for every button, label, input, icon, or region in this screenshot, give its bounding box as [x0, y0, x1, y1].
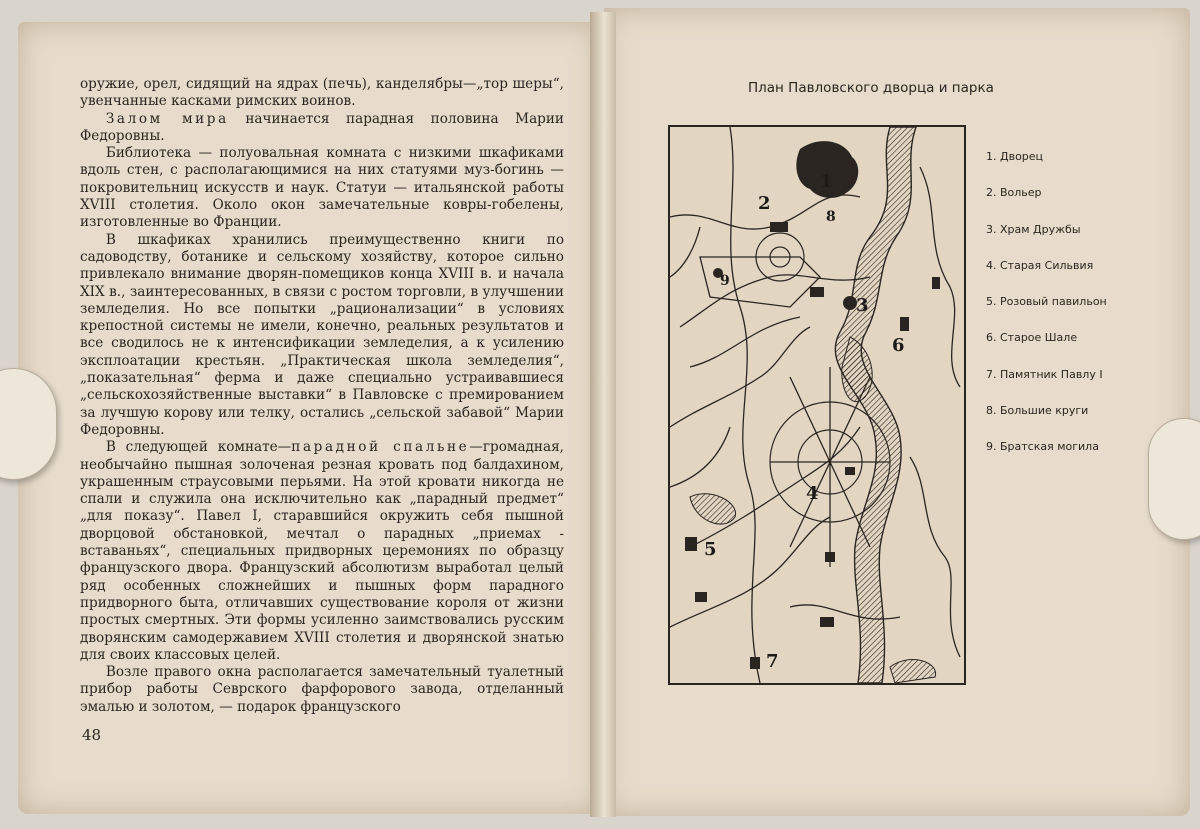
park-map-drawing — [670, 127, 964, 683]
paragraph-text: начинается парадная половина Марии Федоровны. — [80, 110, 564, 144]
map-legend — [986, 150, 1146, 477]
left-page-text — [80, 76, 564, 716]
map-label-6: 6 — [892, 335, 905, 356]
legend-item: 9. Братская могила — [986, 440, 1099, 454]
legend-item: 2. Вольер — [986, 186, 1042, 200]
map-label-8: 8 — [826, 209, 836, 225]
page-number: 48 — [82, 726, 102, 744]
paragraph: В шкафиках хранились преимущественно книги по садоводству, ботанике и сельскому хозяйству, которое сильно привлекало внимание дворян-помещиков конца XVIII в. и начала XIX в., заинтересованных, в связи с ростом торговли, в улучшении земледелия. Но все попытки „рационализации“ в условиях крепостной системы не имели, конечно, реальных результатов и все сводилось не к интенсификации земледелия, а к усилению эксплоатации крестьян. „Практическая школа земледелия“, „показательная“ ферма и даже специально устраивавшиеся „сельскохозяйственные выставки“ в Павловске с премированием за лучшую корову или телку, остались „сельской забавой“ Марии Федоровны. — [80, 231, 564, 438]
park-map — [668, 125, 966, 685]
paragraph-text: В следующей комнате— — [105, 439, 292, 456]
paragraph — [80, 111, 564, 146]
legend-item: 7. Памятник Павлу I — [986, 367, 1103, 381]
legend-item: 1. Дворец — [986, 150, 1044, 163]
map-title: План Павловского дворца и парка — [748, 80, 994, 96]
map-label-4: 4 — [806, 483, 819, 504]
legend-item: 6. Старое Шале — [986, 331, 1078, 345]
map-label-2: 2 — [758, 193, 771, 214]
legend-item: 8. Большие круги — [986, 404, 1089, 418]
emphasis-text: Залом мира — [105, 110, 229, 127]
paragraph: Библиотека — полуовальная комната с низкими шкафиками вдоль стен, с располагающимися на них статуями муз-богинь — покровительниц искусств и наук. Статуи — итальянской работы XVIII столетия. Около окон замечательные ковры-гобелены, изготовленные во Франции. — [80, 145, 564, 231]
paragraph — [80, 439, 564, 664]
map-paths — [670, 127, 960, 683]
map-label-1: 1 — [820, 171, 833, 192]
map-label-3: 3 — [856, 295, 869, 316]
book-clip-right — [1148, 418, 1200, 540]
map-label-9: 9 — [720, 273, 730, 289]
map-label-7: 7 — [766, 651, 779, 672]
emphasis-text: парадной спальне — [291, 439, 470, 456]
book-spine — [590, 12, 616, 817]
map-label-5: 5 — [704, 539, 717, 560]
paragraph-text: —громадная, необычайно пышная золоченая резная кровать под балдахином, украшенным страусовыми перьями. На этой кровати никогда не спали и служила она исключительно как „парадный предмет“ „для показу“. Павел I, старавшийся окружить себя пышной дворцовой обстановкой, мечтал о парадных „приемах - вставаньях“, специальных придворных церемониях по образцу французского двора. Французский абсолютизм выработал целый ряд особенных сложнейших и пышных форм парадного придворного быта, отличавших существование короля от жизни простых смертных. Эти формы усиленно заимствовались русским дворянским самодержавием XVIII столетия и дворянской знатью для своих классовых целей. — [80, 439, 564, 663]
paragraph: оружие, орел, сидящий на ядрах (печь), канделябры—„тор шеры“, увенчанные касками римских воинов. — [80, 76, 564, 110]
legend-item: 4. Старая Сильвия — [986, 258, 1094, 272]
legend-item: 5. Розовый павильон — [986, 295, 1107, 309]
paragraph: Возле правого окна располагается замечательный туалетный прибор работы Севрского фарфорового завода, отделанный эмалью и золотом, — подарок французского — [80, 664, 564, 715]
legend-item: 3. Храм Дружбы — [986, 222, 1081, 236]
